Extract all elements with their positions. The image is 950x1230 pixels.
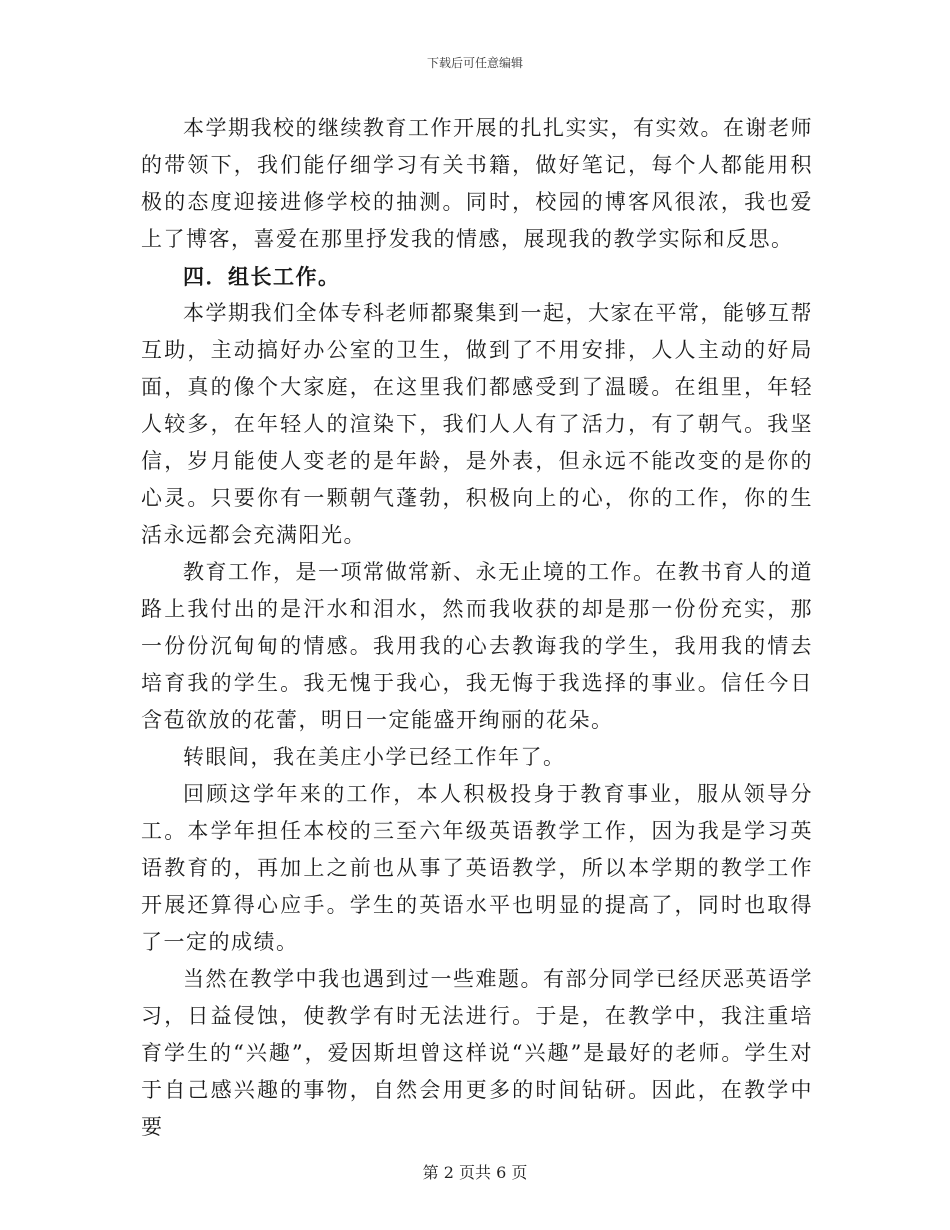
document-body bbox=[141, 110, 813, 1146]
paragraph-continuing-education: 本学期我校的继续教育工作开展的扎扎实实，有实效。在谢老师的带领下，我们能仔细学习有关书籍，做好笔记，每个人都能用积极的态度迎接进修学校的抽测。同时，校园的博客风很浓，我也爱上了博客，喜爱在那里抒发我的情感，展现我的教学实际和反思。 bbox=[141, 116, 813, 251]
section-heading-group-leader: 四．组长工作。 bbox=[183, 264, 341, 289]
paragraph-year-review: 回顾这学年来的工作，本人积极投身于教育事业，服从领导分工。本学年担任本校的三至六年级英语教学工作，因为我是学习英语教育的，再加上之前也从事了英语教学，所以本学期的教学工作开展还算得心应手。学生的英语水平也明显的提高了，同时也取得了一定的成绩。 bbox=[141, 782, 813, 954]
page-header: 下载后可任意编辑 bbox=[426, 56, 523, 70]
paragraph-group-work: 本学期我们全体专科老师都聚集到一起，大家在平常，能够互帮互助，主动搞好办公室的卫生，做到了不用安排，人人主动的好局面，真的像个大家庭，在这里我们都感受到了温暖。在组里，年轻人较多，在年轻人的渲染下，我们人人有了活力，有了朝气。我坚信，岁月能使人变老的是年龄，是外表，但永远不能改变的是你的心灵。只要你有一颗朝气蓬勃，积极向上的心，你的工作，你的生活永远都会充满阳光。 bbox=[141, 301, 813, 547]
paragraph-teaching-difficulties: 当然在教学中我也遇到过一些难题。有部分同学已经厌恶英语学习，日益侵蚀，使教学有时无法进行。于是，在教学中，我注重培育学生的“兴趣”，爱因斯坦曾这样说“兴趣”是最好的老师。学生对于自己感兴趣的事物，自然会用更多的时间钻研。因此，在教学中要 bbox=[141, 967, 813, 1139]
page-footer: 第 2 页共 6 页 bbox=[422, 1163, 528, 1182]
paragraph-time-passed: 转眼间，我在美庄小学已经工作年了。 bbox=[183, 745, 566, 769]
paragraph-education-work: 教育工作，是一项常做常新、永无止境的工作。在教书育人的道路上我付出的是汗水和泪水，然而我收获的却是那一份份充实，那一份份沉甸甸的情感。我用我的心去教诲我的学生，我用我的情去培育我的学生。我无愧于我心，我无悔于我选择的事业。信任今日含苞欲放的花蕾，明日一定能盛开绚丽的花朵。 bbox=[141, 560, 813, 732]
